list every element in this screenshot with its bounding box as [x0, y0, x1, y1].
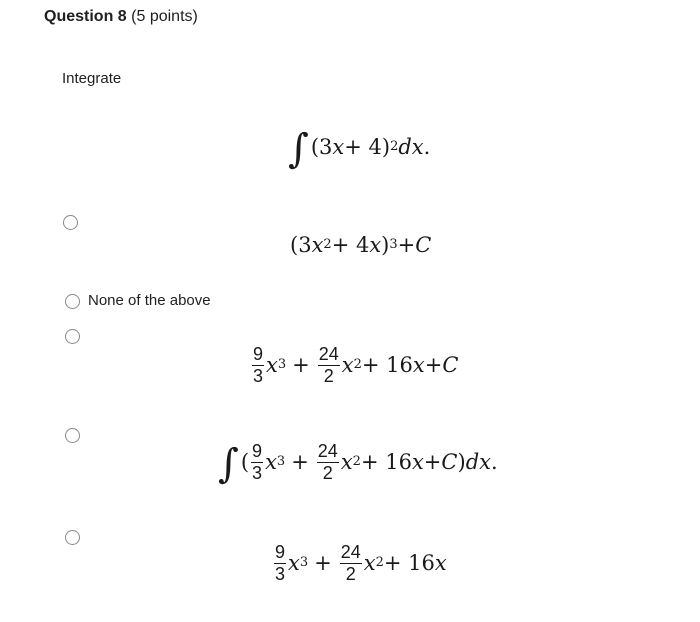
- integral-sign: ∫: [288, 126, 309, 172]
- option-e-plus1: +: [314, 551, 332, 576]
- option-c-plus2: +: [424, 353, 443, 378]
- option-c-f2-num: 24: [318, 344, 339, 364]
- option-d-f1-num: 9: [252, 441, 263, 461]
- option-c-var2: x: [341, 353, 354, 378]
- option-d-end: .: [490, 450, 498, 475]
- question-points: (5 points): [131, 8, 198, 25]
- option-d-f1-den: 3: [252, 462, 263, 483]
- option-d-var2: x: [340, 450, 353, 475]
- option-d-var3: x: [411, 450, 424, 475]
- option-c-const: C: [442, 353, 459, 378]
- option-c-tail: + 16: [361, 353, 413, 378]
- question-header: [44, 8, 198, 26]
- option-a-var2: x: [369, 233, 382, 257]
- integrand-var: x: [332, 135, 345, 159]
- option-e-tail: + 16: [383, 551, 435, 576]
- option-d-const: C: [441, 450, 458, 475]
- option-e-f1-den: 3: [275, 563, 286, 584]
- option-a-close: ): [381, 233, 390, 257]
- option-c-f2-den: 2: [323, 365, 334, 386]
- option-e-expression: $\frac{9}{3}$ x 3 + $\frac{24}{2}$ x 2 + 16 x: [275, 542, 447, 584]
- option-e-f1-num: 9: [275, 542, 286, 562]
- option-a-const: C: [415, 233, 432, 257]
- question-prompt: Integrate: [62, 70, 122, 87]
- option-c-expression: $\frac{9}{3}$ x 3 + $\frac{24}{2}$ x 2 + 16 x + C: [253, 344, 459, 386]
- option-a-open: (3: [290, 233, 312, 257]
- option-d-plus2: +: [423, 450, 442, 475]
- integrand-dx: dx: [398, 135, 424, 159]
- option-a-expression: (3 x 2 + 4 x ) 3 + C: [290, 233, 432, 257]
- option-e-f2-den: 2: [345, 563, 356, 584]
- option-d-close: ): [457, 450, 466, 475]
- option-d-f2-num: 24: [317, 441, 338, 461]
- option-c-plus1: +: [292, 353, 310, 378]
- option-d-fraction-1: [251, 442, 263, 483]
- option-c-var1: x: [266, 353, 278, 378]
- option-b-label[interactable]: None of the above: [88, 292, 211, 309]
- integrand-end: .: [423, 135, 431, 159]
- option-a-mid: + 4: [331, 233, 370, 257]
- integrand-open: (3: [310, 135, 333, 159]
- option-e-var1: x: [288, 551, 300, 576]
- option-e-fraction-1: [274, 543, 286, 584]
- option-d-integral-sign: ∫: [218, 441, 239, 488]
- option-d-expression: ∫ ( $\frac{9}{3}$ x 3 + $\frac{24}{2}$ x 2 + 16 x + C ) dx .: [218, 441, 498, 488]
- option-a-var1: x: [311, 233, 324, 257]
- option-d-radio[interactable]: [65, 428, 80, 443]
- option-c-f1-den: 3: [253, 365, 264, 386]
- integrand-rest: + 4): [344, 135, 391, 159]
- option-a-radio[interactable]: [63, 215, 78, 230]
- question-title: Question 8: [44, 8, 127, 25]
- option-e-fraction-2: [340, 543, 362, 584]
- option-c-radio[interactable]: [65, 329, 80, 344]
- option-e-var2: x: [363, 551, 376, 576]
- option-a-tail: +: [397, 233, 416, 257]
- option-c-fraction-2: [318, 345, 340, 386]
- option-d-var1: x: [265, 450, 277, 475]
- option-e-f2-num: 24: [340, 542, 361, 562]
- option-c-var3: x: [412, 353, 425, 378]
- option-d-open: (: [240, 450, 250, 475]
- option-c-f1-num: 9: [253, 344, 264, 364]
- option-d-tail: + 16: [360, 450, 412, 475]
- option-c-fraction-1: [252, 345, 264, 386]
- option-e-var3: x: [434, 551, 447, 576]
- option-d-f2-den: 2: [322, 462, 333, 483]
- option-d-dx: dx: [465, 450, 491, 475]
- option-d-plus1: +: [291, 450, 309, 475]
- option-d-fraction-2: [317, 442, 339, 483]
- option-b-radio[interactable]: [65, 294, 80, 309]
- option-e-radio[interactable]: [65, 530, 80, 545]
- question-integrand: ∫ (3 x + 4) 2 dx .: [288, 126, 431, 172]
